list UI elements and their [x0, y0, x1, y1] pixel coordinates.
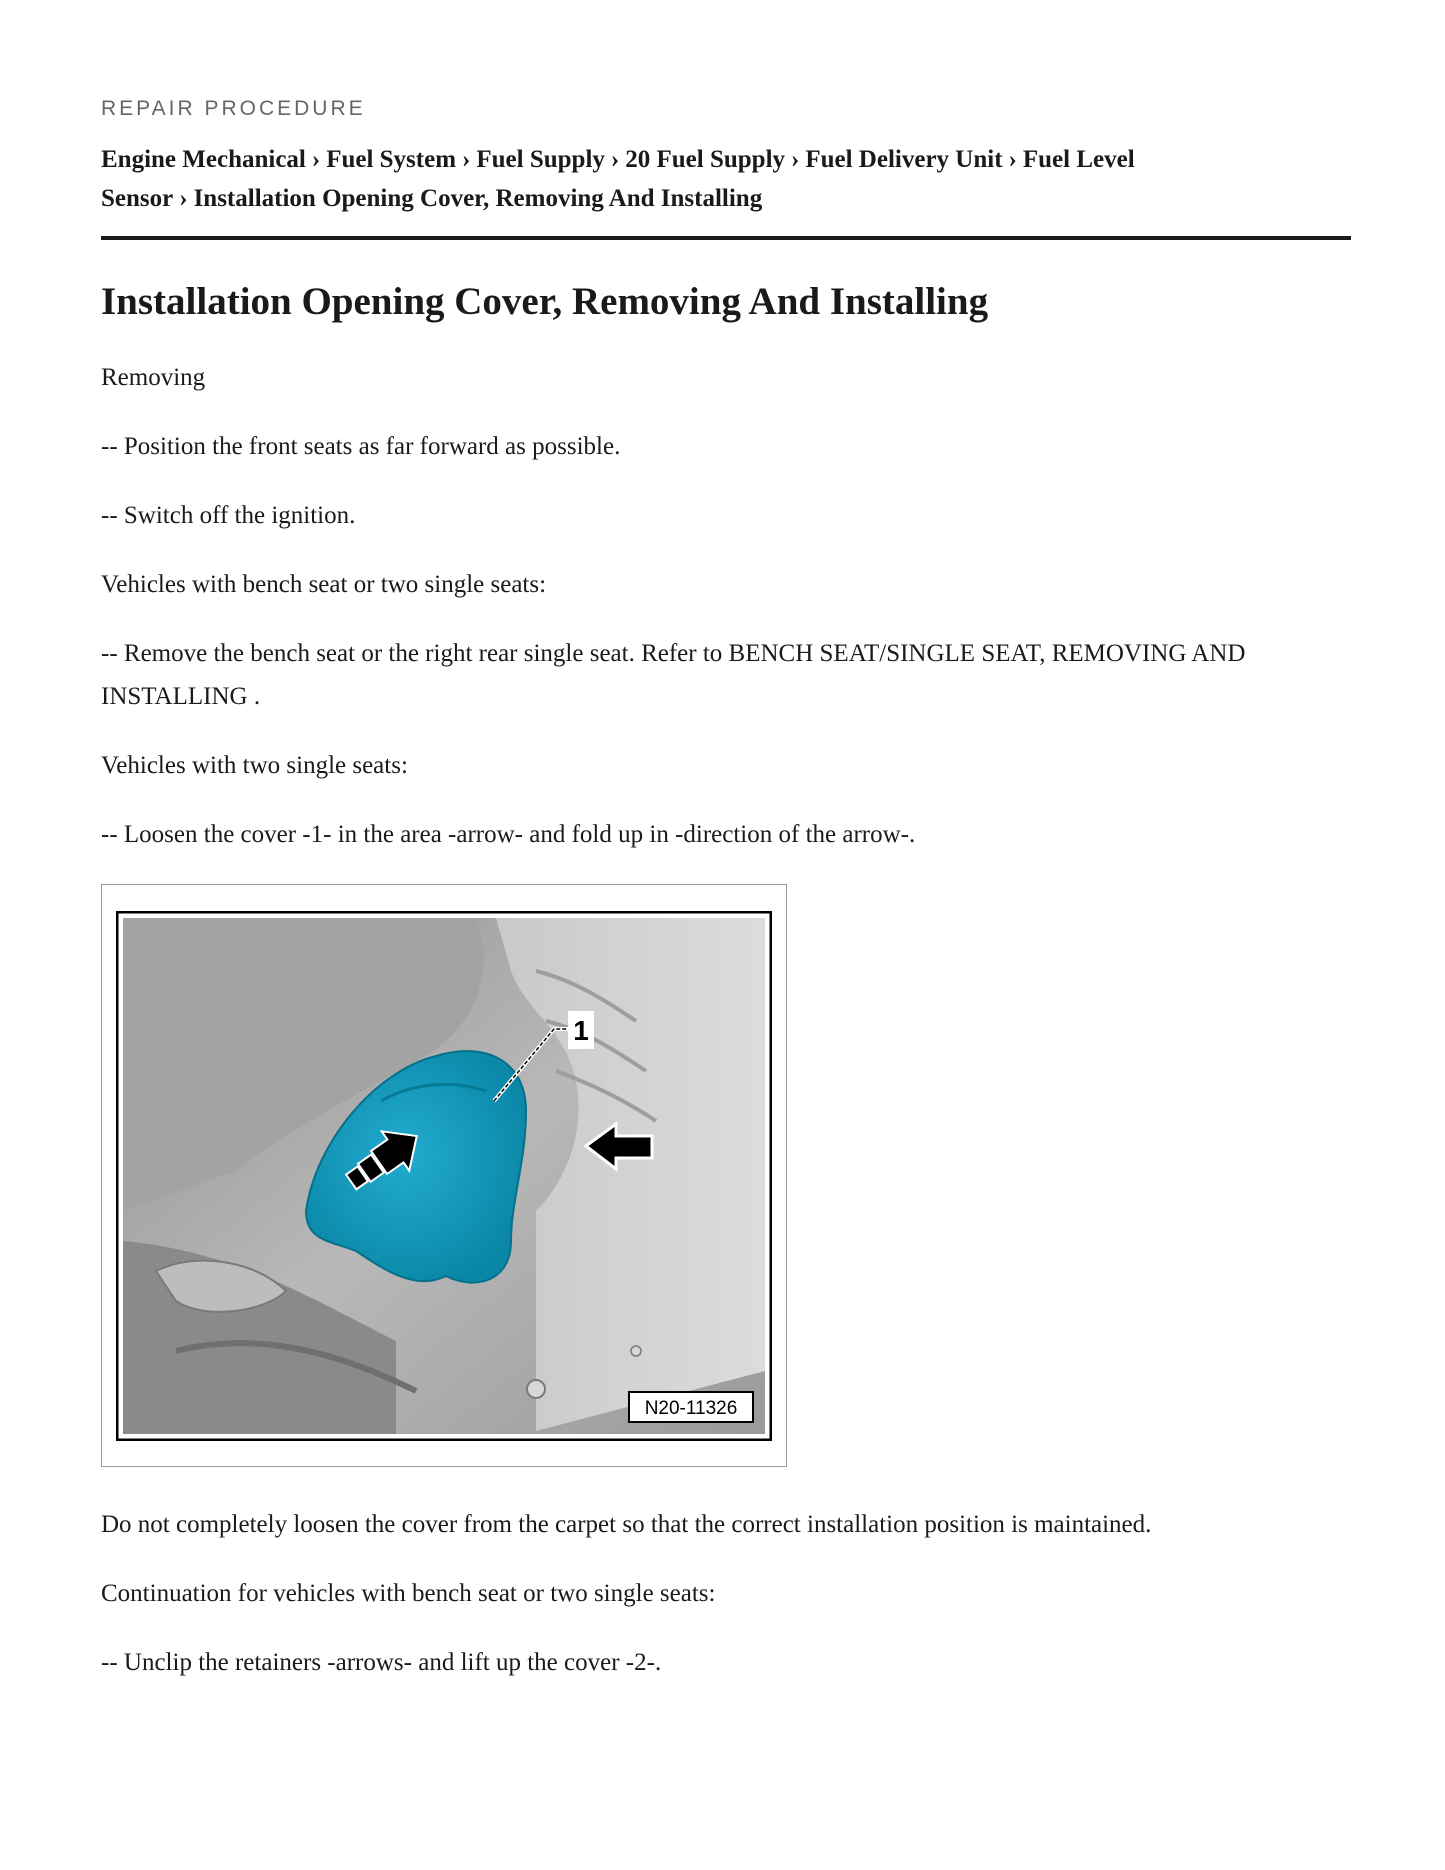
breadcrumb-item[interactable]: Fuel Level Sensor — [101, 146, 1135, 212]
step-unclip-retainers: -- Unclip the retainers -arrows- and lift up the cover -2-. — [101, 1649, 662, 1676]
breadcrumb-item[interactable]: Fuel Delivery Unit — [805, 146, 1003, 173]
paragraph-removing: Removing — [101, 364, 206, 391]
breadcrumb-current: Installation Opening Cover, Removing And Installing — [193, 185, 763, 212]
breadcrumb-separator: › — [610, 146, 620, 173]
step-switch-off-ignition: -- Switch off the ignition. — [101, 502, 356, 529]
breadcrumb-separator: › — [179, 185, 188, 212]
step-remove-bench-seat: -- Remove the bench seat or the right rear single seat. Refer to BENCH SEAT/SINGLE SEAT, REMOVING AND INSTALLING . — [101, 640, 1246, 710]
step-loosen-cover: -- Loosen the cover -1- in the area -arrow- and fold up in -direction of the arrow-. — [101, 821, 916, 848]
condition-continuation: Continuation for vehicles with bench seat or two single seats: — [101, 1580, 716, 1607]
breadcrumb-item[interactable]: Fuel Supply — [476, 146, 605, 173]
note-cover-position: Do not completely loosen the cover from the carpet so that the correct installation position is maintained. — [101, 1511, 1152, 1538]
condition-bench-or-single: Vehicles with bench seat or two single seats: — [101, 571, 547, 598]
condition-two-single-seats: Vehicles with two single seats: — [101, 752, 408, 779]
breadcrumb-item[interactable]: Fuel System — [326, 146, 457, 173]
bolt — [631, 1346, 641, 1356]
step-position-seats: -- Position the front seats as far forward as possible. — [101, 433, 621, 460]
breadcrumb-item[interactable]: Engine Mechanical — [101, 146, 306, 173]
breadcrumb-item[interactable]: 20 Fuel Supply — [625, 146, 786, 173]
procedure-illustration — [101, 884, 787, 1467]
section-kicker: REPAIR PROCEDURE — [101, 97, 366, 120]
callout-number: 1 — [573, 1015, 589, 1046]
breadcrumb-separator: › — [311, 146, 321, 173]
breadcrumb-separator: › — [462, 146, 471, 173]
repair-procedure-page — [101, 96, 1351, 1710]
bolt — [527, 1380, 545, 1398]
illustration-drawing — [116, 911, 772, 1441]
figure-id: N20-11326 — [644, 1398, 738, 1419]
breadcrumb — [101, 140, 1351, 240]
breadcrumb-separator: › — [1008, 146, 1017, 173]
breadcrumb-separator: › — [791, 146, 800, 173]
page-title: Installation Opening Cover, Removing And Installing — [101, 280, 989, 323]
